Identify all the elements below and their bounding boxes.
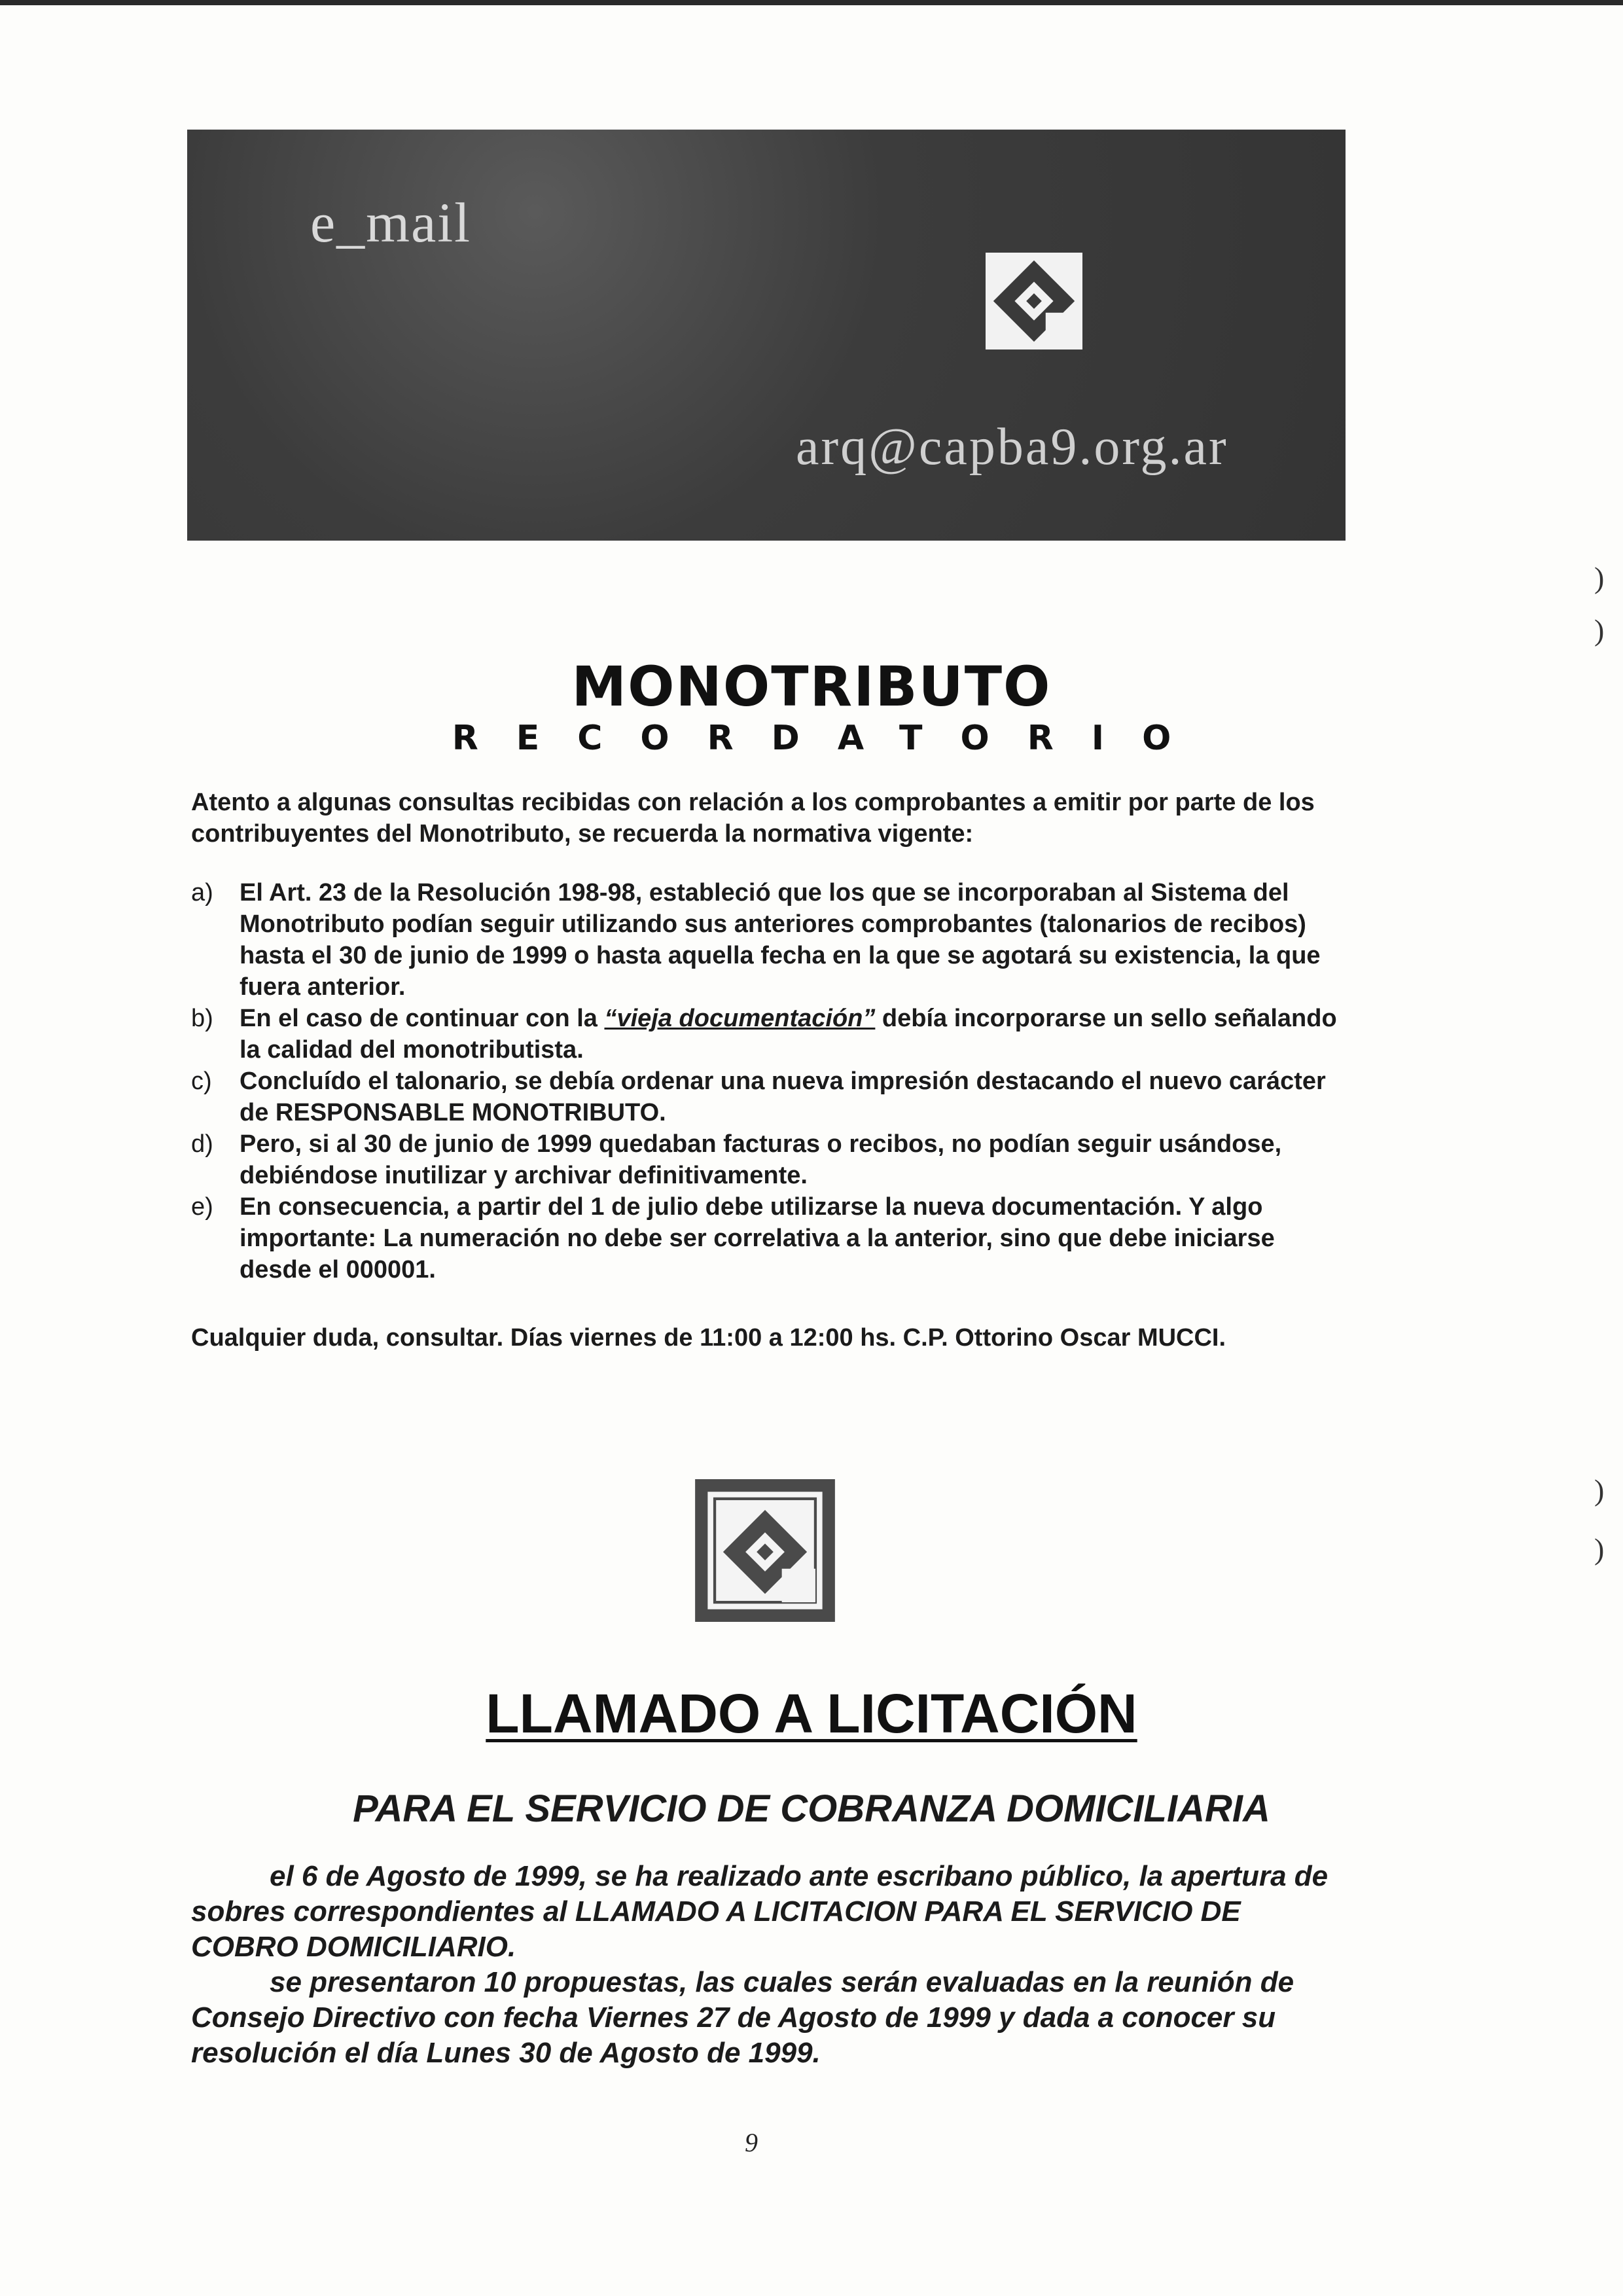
list-item-letter: e): [191, 1193, 213, 1221]
scan-top-edge: [0, 0, 1623, 5]
list-item: [191, 1191, 1343, 1285]
banner-title: e_mail: [310, 191, 472, 254]
monotributo-intro: Atento a algunas consultas recibidas con relación a los comprobantes a emitir por parte de los contribuyentes del Monotributo, se recuerda la normativa vigente:: [191, 789, 1315, 848]
capba-logo-icon: [695, 1479, 835, 1622]
margin-mark: ): [1594, 1532, 1605, 1566]
list-item-text: En consecuencia, a partir del 1 de julio debe utilizarse la nueva documentación. Y algo importante: La numeración no debe ser correlativa a la anterior, sino que debe iniciarse desde el 000001.: [240, 1193, 1275, 1283]
email-banner: [187, 130, 1346, 541]
margin-mark: ): [1594, 613, 1605, 647]
banner-email-address[interactable]: arq@capba9.org.ar: [796, 418, 1228, 476]
list-item-text-before: En el caso de continuar con la: [240, 1005, 605, 1032]
list-item-text: Concluído el talonario, se debía ordenar una nueva impresión destacando el nuevo carácter de RESPONSABLE MONOTRIBUTO.: [240, 1067, 1326, 1126]
licitacion-paragraph-1: el 6 de Agosto de 1999, se ha realizado ante escribano público, la apertura de sobres correspondientes al LLAMADO A LICITACION PARA EL SERVICIO DE COBRO DOMICILIARIO.: [191, 1860, 1329, 1963]
list-item-text: Pero, si al 30 de junio de 1999 quedaban facturas o recibos, no podían seguir usándose, debiéndose inutilizar y archivar definitivamente.: [240, 1130, 1282, 1189]
list-item-text: El Art. 23 de la Resolución 198-98, estableció que los que se incorporaban al Sistema del Monotributo podían seguir utilizando sus anteriores comprobantes (talonarios de recibos) hasta el 30 de junio de 1999 o hasta aquella fecha en la que se agotará su existencia, la que fuera anterior.: [240, 879, 1321, 1001]
recordatorio-subheading: RECORDATORIO: [452, 719, 1209, 758]
list-item-letter: c): [191, 1067, 212, 1095]
licitacion-heading: LLAMADO A LICITACIÓN: [486, 1683, 1137, 1744]
monotributo-list: [191, 877, 1343, 1285]
list-item: [191, 1128, 1343, 1191]
licitacion-subheading: PARA EL SERVICIO DE COBRANZA DOMICILIARIA: [353, 1787, 1270, 1830]
margin-mark: ): [1594, 561, 1605, 594]
list-item: [191, 1066, 1343, 1128]
monotributo-heading: MONOTRIBUTO: [571, 655, 1052, 719]
list-item-text-after: debía incorporarse un sello señalando la calidad del monotributista.: [240, 1005, 1337, 1064]
list-item: [191, 877, 1343, 1003]
list-item-letter: b): [191, 1005, 213, 1032]
quoted-phrase: “vieja documentación”: [604, 1005, 876, 1032]
licitacion-paragraph-2: se presentaron 10 propuestas, las cuales serán evaluadas en la reunión de Consejo Directivo con fecha Viernes 27 de Agosto de 1999 y dada a conocer su resolución el día Lunes 30 de Agosto de 1999.: [191, 1966, 1294, 2069]
page-number: 9: [745, 2128, 758, 2157]
list-item: [191, 1003, 1343, 1066]
list-item-letter: d): [191, 1130, 213, 1158]
margin-mark: ): [1594, 1473, 1605, 1507]
list-item-letter: a): [191, 879, 213, 906]
capba-logo-icon: [986, 253, 1082, 350]
contact-note: Cualquier duda, consultar. Días viernes de 11:00 a 12:00 hs. C.P. Ottorino Oscar MUCCI.: [191, 1324, 1226, 1352]
